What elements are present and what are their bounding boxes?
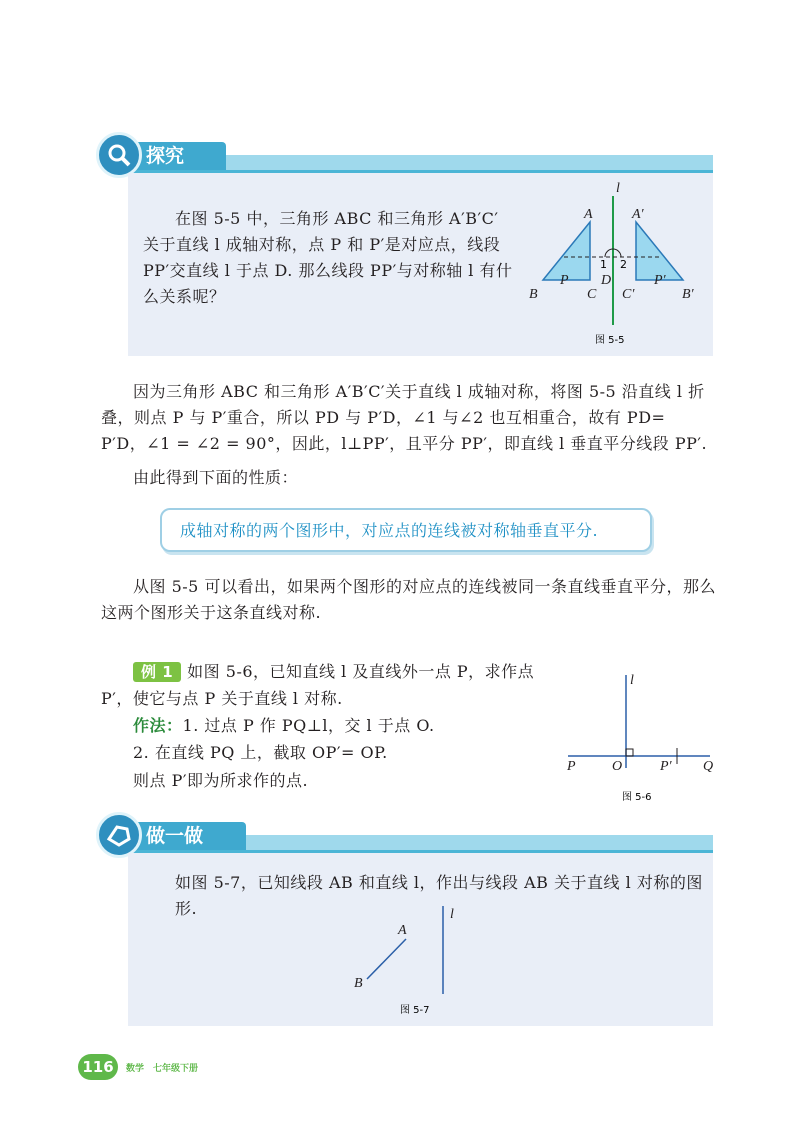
example-step-1-line bbox=[133, 713, 573, 739]
fig56-label-p: P bbox=[567, 759, 576, 774]
figure-5-5 bbox=[520, 180, 710, 350]
book-title: 数学 七年级下册 bbox=[126, 1064, 199, 1074]
fig55-caption: 图 5-5 bbox=[595, 335, 625, 346]
fig56-label-l: l bbox=[630, 673, 634, 688]
explore-title: 探究 bbox=[110, 142, 226, 170]
fig57-caption: 图 5-7 bbox=[400, 1005, 430, 1016]
paragraph-1: 因为三角形 ABC 和三角形 A′B′C′关于直线 l 成轴对称，将图 5-5 沿直线 l 折叠，则点 P 与 P′重合，所以 PD 与 P′D，∠1 与∠2 也互相重合，故有 PD= P′D，∠1 = ∠2 = 90°，因此，l⊥PP′，且平分 PP′，即直线 l 垂直平分线段 PP′. bbox=[101, 382, 708, 453]
try-text: 如图 5-7，已知线段 AB 和直线 l，作出与线段 AB 关于直线 l 对称的图形. bbox=[175, 873, 703, 918]
right-angle-mark bbox=[626, 749, 633, 756]
paragraph-2: 由此得到下面的性质： bbox=[133, 468, 299, 487]
fig55-label-b2: B′ bbox=[682, 287, 694, 302]
fig56-caption: 图 5-6 bbox=[622, 792, 652, 803]
fig57-label-b: B bbox=[354, 976, 363, 991]
figure-5-7 bbox=[340, 900, 480, 1020]
triangle-a2b2c2 bbox=[636, 222, 683, 280]
fig56-label-o: O bbox=[612, 759, 623, 774]
property-text: 成轴对称的两个图形中，对应点的连线被对称轴垂直平分. bbox=[180, 521, 599, 540]
page-number: 116 bbox=[78, 1054, 118, 1080]
fig55-label-b: B bbox=[529, 287, 538, 302]
fig55-label-l: l bbox=[616, 181, 620, 196]
example-line-1 bbox=[133, 659, 573, 685]
fig56-label-p2: P′ bbox=[660, 759, 672, 774]
fig55-label-p: P bbox=[560, 273, 569, 288]
try-title: 做一做 bbox=[110, 822, 246, 850]
explore-icon bbox=[96, 132, 142, 178]
example-step-1: 1. 过点 P 作 PQ⊥l，交 l 于点 O. bbox=[182, 716, 435, 735]
fig56-label-q: Q bbox=[703, 759, 714, 774]
fig55-angle-1: 1 bbox=[600, 258, 607, 271]
fig55-label-a2: A′ bbox=[632, 207, 644, 222]
property-box bbox=[160, 508, 652, 552]
fig55-label-c: C bbox=[587, 287, 597, 302]
explore-text: 在图 5-5 中，三角形 ABC 和三角形 A′B′C′ 关于直线 l 成轴对称，点 P 和 P′是对应点，线段 PP′交直线 l 于点 D. 那么线段 PP′与对称轴 l 有什么关系呢？ bbox=[143, 209, 513, 306]
method-label: 作法： bbox=[133, 716, 183, 735]
figure-5-6 bbox=[560, 670, 720, 810]
example-text-1: 如图 5-6，已知直线 l 及直线外一点 P，求作点 bbox=[187, 662, 535, 681]
example-step-2: 2. 在直线 PQ 上，截取 OP′= OP. bbox=[133, 743, 388, 762]
fig55-angle-2: 2 bbox=[620, 258, 627, 271]
fig55-label-d: D bbox=[601, 273, 612, 288]
example-badge: 例 1 bbox=[133, 662, 181, 682]
fig55-label-a: A bbox=[584, 207, 593, 222]
fig57-label-a: A bbox=[398, 923, 407, 938]
fig55-label-c2: C′ bbox=[622, 287, 635, 302]
segment-ab bbox=[367, 939, 406, 979]
paragraph-3: 从图 5-5 可以看出，如果两个图形的对应点的连线被同一条直线垂直平分，那么这两个图形关于这条直线对称. bbox=[101, 577, 716, 622]
fig57-label-l: l bbox=[450, 907, 454, 922]
triangle-abc bbox=[543, 222, 590, 280]
try-icon bbox=[96, 812, 142, 858]
example-line-2: P′，使它与点 P 关于直线 l 对称. bbox=[101, 689, 343, 708]
example-conclusion: 则点 P′即为所求作的点. bbox=[133, 771, 309, 790]
fig55-label-p2: P′ bbox=[654, 273, 666, 288]
